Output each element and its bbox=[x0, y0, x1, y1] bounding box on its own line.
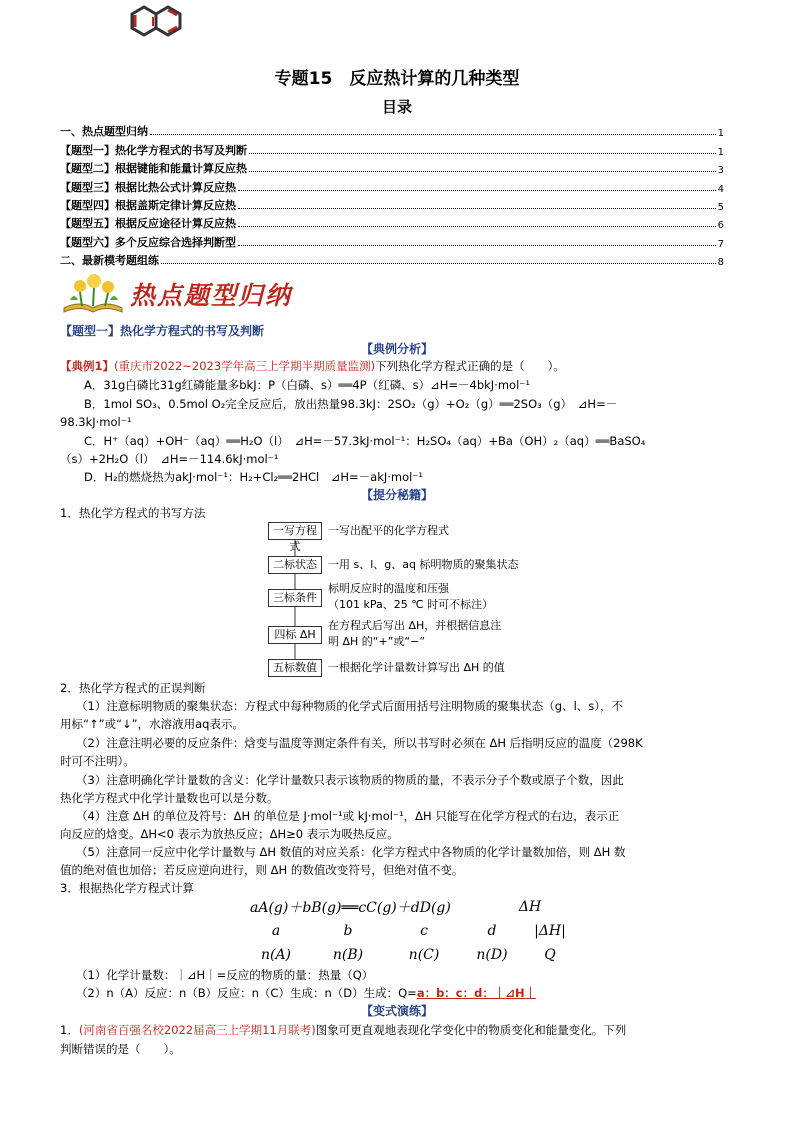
point-3: 3．根据热化学方程式计算 bbox=[60, 881, 194, 895]
question-1-cont: 判断错误的是（ ）。 bbox=[60, 1042, 181, 1056]
calc-rule-1: （1）化学计量数：｜⊿H｜=反应的物质的量：热量（Q） bbox=[76, 968, 374, 982]
practice-label: 【变式演练】 bbox=[360, 1004, 433, 1018]
toc-item[interactable]: 二、最新模考题组练 8 bbox=[60, 254, 724, 269]
flow-step-desc: 明 ΔH 的“+”或“−” bbox=[328, 635, 426, 648]
point-2: 2．热化学方程式的正误判断 bbox=[60, 681, 206, 695]
rule-3-cont: 热化学方程式中化学计量数也可以是分数。 bbox=[60, 791, 279, 805]
section-banner bbox=[60, 272, 360, 314]
page-title: 专题15 反应热计算的几种类型 bbox=[274, 69, 520, 89]
option-c: C．H⁺（aq）+OH⁻（aq）══H₂O（l） ⊿H=－57.3kJ·mol⁻¹：H₂SO₄（aq）+Ba（OH）₂（aq）══BaSO₄ bbox=[84, 434, 646, 448]
flow-arrows bbox=[268, 518, 328, 678]
option-d: D．H₂的燃烧热为akJ·mol⁻¹：H₂+Cl₂══2HCl ⊿H=－akJ·mol⁻¹ bbox=[84, 470, 424, 484]
writing-method-flowchart bbox=[268, 518, 568, 678]
section-heading: 【题型一】热化学方程式的书写及判断 bbox=[60, 324, 265, 338]
flow-step-box: 二标状态 bbox=[268, 556, 322, 574]
toc-heading: 目录 bbox=[381, 98, 412, 116]
book-flower-icon bbox=[60, 272, 126, 314]
flow-step-desc: 一写出配平的化学方程式 bbox=[328, 524, 449, 537]
rule-1-cont: 用标“↑”或“↓”，水溶液用aq表示。 bbox=[60, 717, 244, 731]
rule-2-cont: 时可不注明）。 bbox=[60, 754, 135, 768]
toc-item[interactable]: 【题型二】根据键能和能量计算反应热 3 bbox=[60, 162, 724, 177]
stoichiometry-equation: aA(g)＋bB(g)══cC(g)＋dD(g) ΔH a b c d |ΔH| n(A) n(B) n(C) n(D) Q bbox=[250, 899, 566, 963]
toc-item[interactable]: 【题型三】根据比热公式计算反应热 4 bbox=[60, 180, 724, 195]
banner-title: 热点题型归纳 bbox=[130, 281, 293, 310]
option-c-cont: （s）+2H₂O（l） ⊿H=－114.6kJ·mol⁻¹ bbox=[60, 452, 279, 466]
question-1: 1．(河南省百强名校2022届高三上学期11月联考)图象可更直观地表现化学变化中的物质变化和能量变化。下列 bbox=[60, 1023, 627, 1037]
option-a: A．31g白磷比31g红磷能量多bkJ：P（白磷、s）══4P（红磷、s）⊿H=－4bkJ·mol⁻¹ bbox=[84, 378, 530, 392]
flow-step-desc: （101 kPa、25 ℃ 时可不标注） bbox=[328, 598, 494, 611]
rule-2: （2）注意注明必要的反应条件：焓变与温度等测定条件有关，所以书写时必须在 ΔH 后指明反应的温度（298K bbox=[76, 736, 643, 750]
rule-5-cont: 值的绝对值也加倍；若反应逆向进行，则 ΔH 的数值改变符号，但绝对值不变。 bbox=[60, 863, 464, 877]
flow-step-box: 四标 ΔH bbox=[268, 626, 322, 644]
flow-step-desc: 在方程式后写出 ΔH，并根据信息注 bbox=[328, 619, 502, 632]
point-1: 1．热化学方程式的书写方法 bbox=[60, 506, 206, 520]
table-of-contents bbox=[60, 121, 724, 268]
calc-rule-2: （2）n（A）反应：n（B）反应：n（C）生成：n（D）生成：Q=a：b：c：d：｜⊿H｜ bbox=[76, 986, 537, 1000]
flow-step-desc: 一用 s、l、g、aq 标明物质的聚集状态 bbox=[328, 558, 519, 571]
example-question: 【典例1】(重庆市2022~2023学年高三上学期半期质量监测)下列热化学方程式正确的是（ ）。 bbox=[60, 359, 565, 373]
toc-item[interactable]: 【题型六】多个反应综合选择判断型 7 bbox=[60, 235, 724, 250]
flow-step-box: 三标条件 bbox=[268, 589, 322, 607]
toc-item[interactable]: 一、热点题型归纳 1 bbox=[60, 125, 724, 140]
example-analysis-label: 【典例分析】 bbox=[360, 342, 433, 356]
naphthalene-logo-icon bbox=[118, 0, 188, 62]
rule-3: （3）注意明确化学计量数的含义：化学计量数只表示该物质的物质的量，不表示分子个数或原子个数，因此 bbox=[76, 773, 624, 787]
rule-5: （5）注意同一反应中化学计量数与 ΔH 数值的对应关系：化学方程式中各物质的化学计量数加倍，则 ΔH 数 bbox=[76, 845, 626, 859]
tips-label: 【提分秘籍】 bbox=[360, 488, 433, 502]
option-b-cont: 98.3kJ·mol⁻¹ bbox=[60, 415, 132, 429]
flow-step-box: 一写方程式 bbox=[268, 522, 322, 540]
flow-step-box: 五标数值 bbox=[268, 659, 322, 677]
toc-item[interactable]: 【题型四】根据盖斯定律计算反应热 5 bbox=[60, 198, 724, 213]
option-b: B．1mol SO₃、0.5mol O₂完全反应后，放出热量98.3kJ：2SO₂（g）+O₂（g）══2SO₃（g） ⊿H=－ bbox=[84, 397, 618, 411]
flow-step-desc: 一根据化学计量数计算写出 ΔH 的值 bbox=[328, 661, 505, 674]
rule-4-cont: 向反应的焓变。ΔH<0 表示为放热反应；ΔH≥0 表示为吸热反应。 bbox=[60, 827, 399, 841]
flow-step-desc: 标明反应时的温度和压强 bbox=[328, 582, 449, 595]
rule-4: （4）注意 ΔH 的单位及符号：ΔH 的单位是 J·mol⁻¹或 kJ·mol⁻¹，ΔH 只能写在化学方程式的右边，表示正 bbox=[76, 809, 620, 823]
toc-item[interactable]: 【题型一】热化学方程式的书写及判断 1 bbox=[60, 143, 724, 158]
toc-item[interactable]: 【题型五】根据反应途径计算反应热 6 bbox=[60, 217, 724, 232]
rule-1: （1）注意标明物质的聚集状态：方程式中每种物质的化学式后面用括号注明物质的聚集状态（g、l、s），不 bbox=[76, 699, 624, 713]
